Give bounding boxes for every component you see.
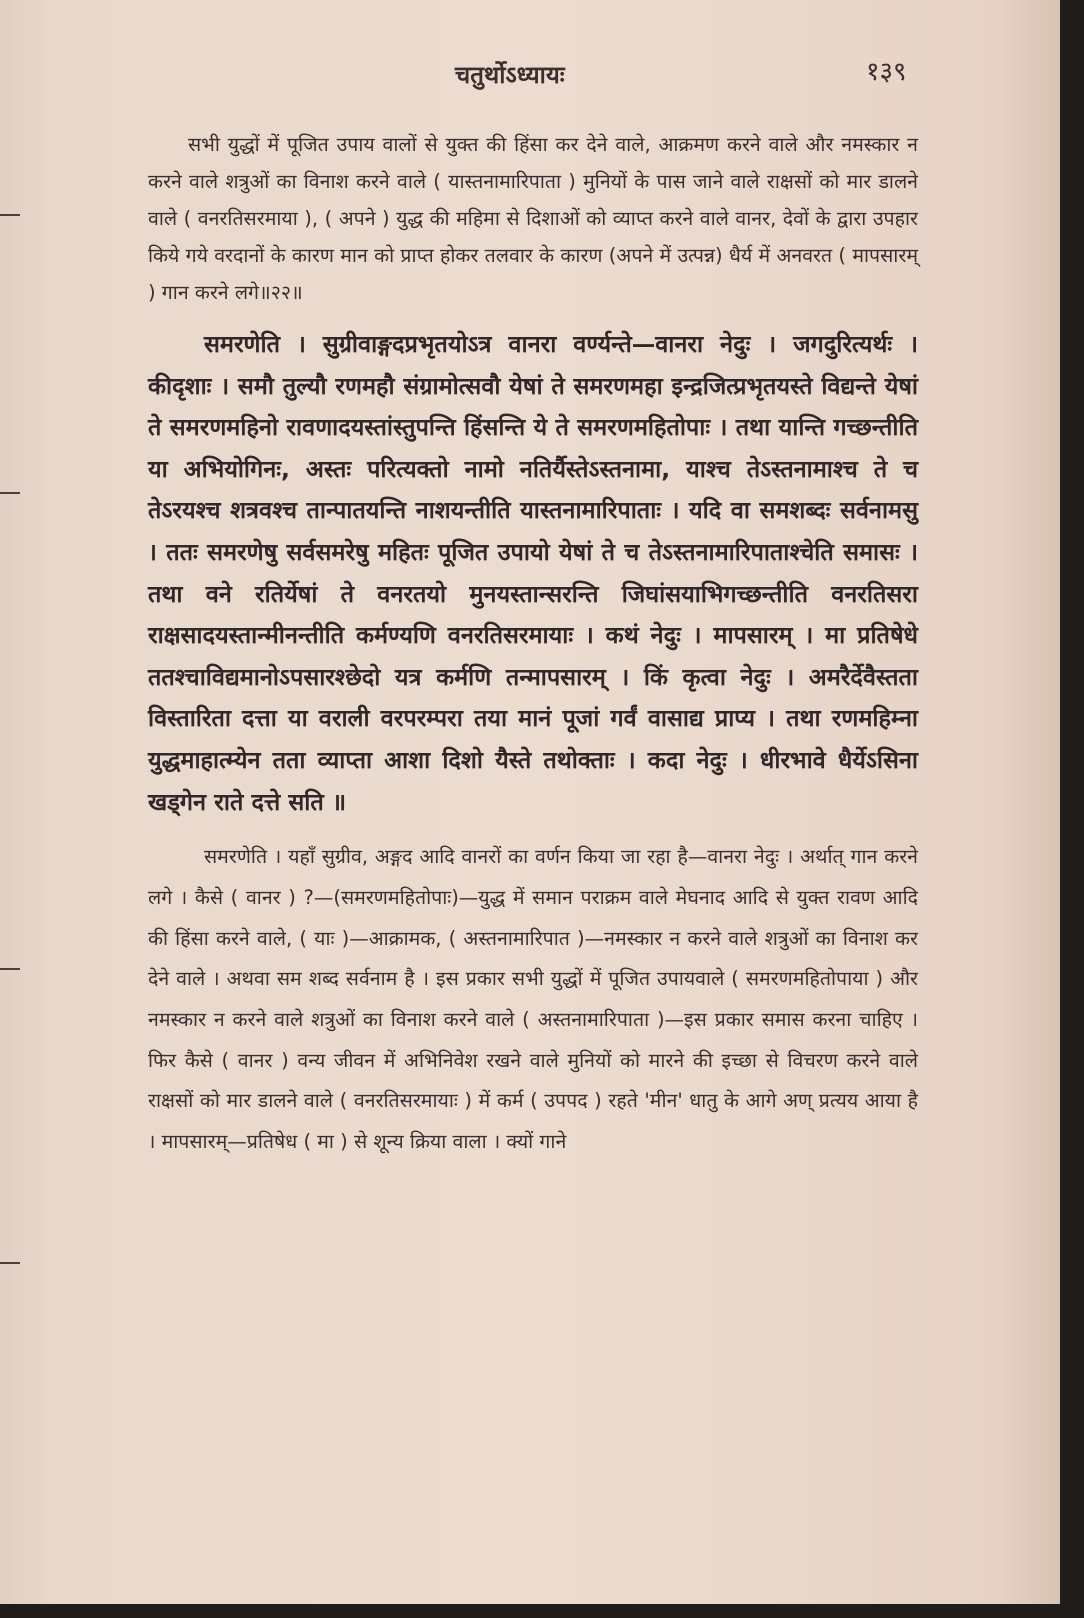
margin-binding-mark xyxy=(0,1262,20,1264)
page-body xyxy=(148,126,918,1163)
hindi-explanation-paragraph: समरणेति । यहाँ सुग्रीव, अङ्गद आदि वानरों का वर्णन किया जा रहा है—वानरा नेदुः । अर्थात् गान करने लगे । कैसे ( वानर ) ?—(समरणमहितोपाः)—युद्ध में समान पराक्रम वाले मेघनाद आदि से युक्त रावण आदि की हिंसा करने वाले, ( याः )—आक्रामक, ( अस्तनामारिपात )—नमस्कार न करने वाले शत्रुओं का विनाश कर देने वाले । अथवा सम शब्द सर्वनाम है । इस प्रकार सभी युद्धों में पूजित उपायवाले ( समरणमहितोपाया ) और नमस्कार न करने वाले शत्रुओं का विनाश करने वाले ( अस्तनामारिपाता )—इस प्रकार समास करना चाहिए । फिर कैसे ( वानर ) वन्य जीवन में अभिनिवेश रखने वाले मुनियों को मारने की इच्छा से विचरण करने वाले राक्षसों को मार डालने वाले ( वनरतिसरमायाः ) में कर्म ( उपपद ) रहते 'मीन' धातु के आगे अण् प्रत्यय आया है । मापसारम्—प्रतिषेध ( मा ) से शून्य क्रिया वाला । क्यों गाने xyxy=(148,845,918,1154)
margin-binding-mark xyxy=(0,214,20,216)
page-number: १३९ xyxy=(866,57,907,87)
hindi-translation-paragraph: सभी युद्धों में पूजित उपाय वालों से युक्त की हिंसा कर देने वाले, आक्रमण करने वाले और नमस्कार न करने वाले शत्रुओं का विनाश करने वाले ( यास्तनामारिपाता ) मुनियों के पास जाने वाले राक्षसों को मार डालने वाले ( वनरतिसरमाया ), ( अपने ) युद्ध की महिमा से दिशाओं को व्याप्त करने वाले वानर, देवों के द्वारा उपहार किये गये वरदानों के कारण मान को प्राप्त होकर तलवार के कारण (अपने में उत्पन्न) धैर्य में अनवरत ( मापसारम् ) गान करने लगे॥२२॥ xyxy=(148,133,918,304)
margin-binding-mark xyxy=(0,492,20,494)
running-title: चतुर्थोऽध्यायः xyxy=(455,61,565,89)
sanskrit-commentary-paragraph: समरणेति । सुग्रीवाङ्गदप्रभृतयोऽत्र वानरा वर्ण्यन्ते—वानरा नेदुः । जगदुरित्यर्थः । कीदृशाः । समौ तुल्यौ रणमहौ संग्रामोत्सवौ येषां ते समरणमहा इन्द्रजित्प्रभृतयस्ते विद्यन्ते येषां ते समरणमहिनो रावणादयस्तांस्तुपन्ति हिंसन्ति ये ते समरणमहितोपाः । तथा यान्ति गच्छन्तीति या अभियोगिनः, अस्तः परित्यक्तो नामो नतिर्यैस्तेऽस्तनामा, याश्च तेऽस्तनामाश्च ते च तेऽरयश्च शत्रवश्च तान्पातयन्ति नाशयन्तीति यास्तनामारिपाताः । यदि वा समशब्दः सर्वनामसु । ततः समरणेषु सर्वसमरेषु महितः पूजित उपायो येषां ते च तेऽस्तनामारिपाताश्चेति समासः । तथा वने रतिर्येषां ते वनरतयो मुनयस्तान्सरन्ति जिघांसयाभिगच्छन्तीति वनरतिसरा राक्षसादयस्तान्मीनन्तीति कर्मण्यणि वनरतिसरमायाः । कथं नेदुः । मापसारम् । मा प्रतिषेधे ततश्चाविद्यमानोऽपसारश्छेदो यत्र कर्मणि तन्मापसारम् । किं कृत्वा नेदुः । अमरैर्देवैस्तता विस्तारिता दत्ता या वराली वरपरम्परा तया मानं पूजां गर्वं वासाद्य प्राप्य । तथा रणमहिम्ना युद्धमाहात्म्येन तता व्याप्ता आशा दिशो यैस्ते तथोक्ताः । कदा नेदुः । धीरभावे धैर्येऽसिना खड्गेन राते दत्ते सति ॥ xyxy=(148,330,918,816)
page-header xyxy=(0,52,1060,92)
margin-binding-mark xyxy=(0,968,20,970)
